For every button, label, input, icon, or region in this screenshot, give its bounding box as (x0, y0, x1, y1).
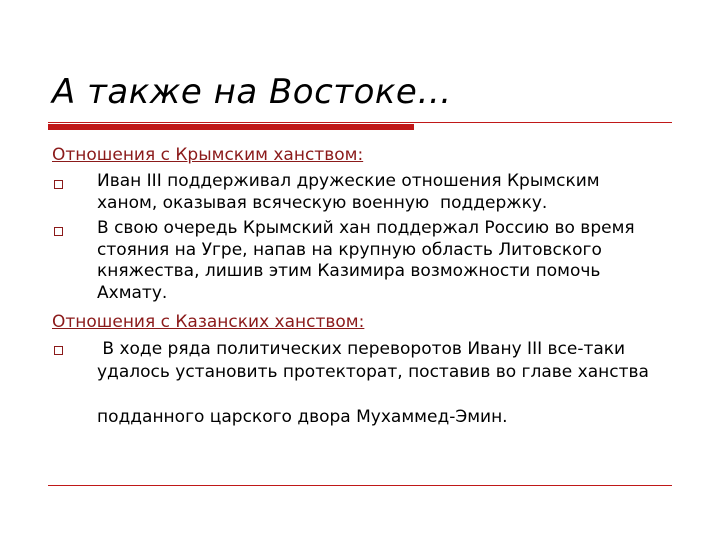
title-divider-thin (48, 122, 672, 123)
bullet-square-icon (54, 180, 63, 189)
section-heading-crimea: Отношения с Крымским ханством: (52, 145, 364, 165)
bullet-text: В ходе ряда политических переворотов Ивану III все-таки удалось установить протекторат, поставив во главе ханства подданного царского двора Мухаммед-Эмин. (97, 339, 649, 427)
bullet-text: В свою очередь Крымский хан поддержал Россию во время стояния на Угре, напав на крупную область Литовского княжества, лишив этим Казимира возможности помочь Ахмату. (97, 218, 635, 303)
bullet-square-icon (54, 346, 63, 355)
bullet-square-icon (54, 227, 63, 236)
slide-title: А также на Востоке… (52, 72, 452, 112)
bullet-text: Иван III поддерживал дружеские отношения Крымским ханом, оказывая всяческую военную поддержку. (97, 171, 600, 213)
section-heading-kazan: Отношения с Казанских ханством: (52, 312, 365, 332)
title-divider-accent (48, 124, 414, 130)
footer-divider (48, 485, 672, 486)
